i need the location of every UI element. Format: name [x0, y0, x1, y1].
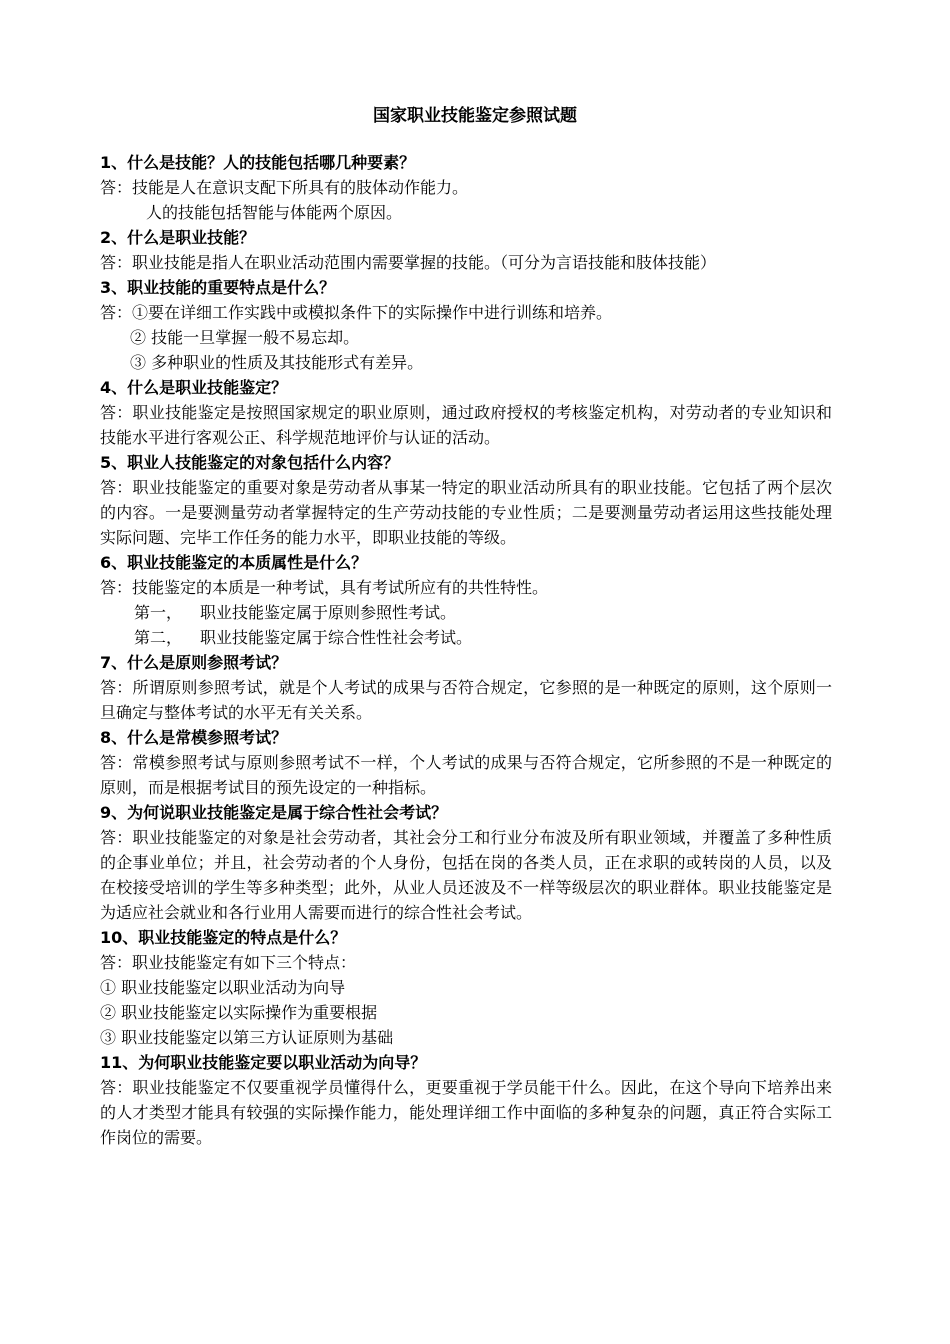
point-1-lead: 第一， — [134, 603, 183, 622]
document-title: 国家职业技能鉴定参照试题 — [373, 106, 577, 126]
answer-8: 答：常模参照考试与原则参照考试不一样，个人考试的成果与否符合规定，它所参照的不是一种既定的原则，而是根据考试目的预先设定的一种指标。 — [100, 753, 832, 797]
answer-1: 答：技能是人在意识支配下所具有的肢体动作能力。 — [100, 178, 469, 197]
answer-11: 答：职业技能鉴定不仅要重视学员懂得什么，更要重视于学员能干什么。因此，在这个导向下培养出来的人才类型才能具有较强的实际操作能力，能处理详细工作中面临的多种复杂的问题，真正符合实际工作岗位的需要。 — [100, 1078, 832, 1147]
answer-6-point-1 — [100, 600, 832, 625]
question-8: 8、什么是常模参照考试？ — [100, 728, 288, 747]
answer-3-line-3: ③ 多种职业的性质及其技能形式有差异。 — [130, 353, 424, 372]
point-1-text: 职业技能鉴定属于原则参照性考试。 — [200, 603, 457, 622]
answer-1-line-2: 人的技能包括智能与体能两个原因。 — [146, 203, 403, 222]
answer-3-line-2: ② 技能一旦掌握一般不易忘却。 — [130, 328, 360, 347]
answer-10-line-2: ① 职业技能鉴定以职业活动为向导 — [100, 978, 346, 997]
question-10: 10、职业技能鉴定的特点是什么？ — [100, 928, 347, 947]
question-6: 6、职业技能鉴定的本质属性是什么？ — [100, 553, 368, 572]
answer-3: 答：①要在详细工作实践中或模拟条件下的实际操作中进行训练和培养。 — [100, 303, 613, 322]
question-9: 9、为何说职业技能鉴定是属于综合性社会考试？ — [100, 803, 448, 822]
question-1: 1、什么是技能？人的技能包括哪几种要素？ — [100, 153, 416, 172]
question-11: 11、为何职业技能鉴定要以职业活动为向导？ — [100, 1053, 427, 1072]
question-2: 2、什么是职业技能？ — [100, 228, 256, 247]
answer-4: 答：职业技能鉴定是按照国家规定的职业原则，通过政府授权的考核鉴定机构，对劳动者的专业知识和技能水平进行客观公正、科学规范地评价与认证的活动。 — [100, 403, 832, 447]
answer-2: 答：职业技能是指人在职业活动范围内需要掌握的技能。（可分为言语技能和肢体技能） — [100, 253, 717, 272]
answer-9: 答：职业技能鉴定的对象是社会劳动者，其社会分工和行业分布波及所有职业领域，并覆盖了多种性质的企事业单位；并且，社会劳动者的个人身份，包括在岗的各类人员，正在求职的或转岗的人员，以及在校接受培训的学生等多种类型；此外，从业人员还波及不一样等级层次的职业群体。职业技能鉴定是为适应社会就业和各行业用人需要而进行的综合性社会考试。 — [100, 828, 832, 922]
point-2-lead: 第二， — [134, 628, 183, 647]
answer-10-line-3: ② 职业技能鉴定以实际操作为重要根据 — [100, 1003, 378, 1022]
question-4: 4、什么是职业技能鉴定？ — [100, 378, 288, 397]
qa-list — [100, 150, 832, 1150]
answer-7: 答：所谓原则参照考试，就是个人考试的成果与否符合规定，它参照的是一种既定的原则，这个原则一旦确定与整体考试的水平无有关关系。 — [100, 678, 832, 722]
question-7: 7、什么是原则参照考试？ — [100, 653, 288, 672]
question-3: 3、职业技能的重要特点是什么？ — [100, 278, 336, 297]
point-2-text: 职业技能鉴定属于综合性性社会考试。 — [200, 628, 473, 647]
answer-10: 答：职业技能鉴定有如下三个特点： — [100, 953, 357, 972]
answer-6: 答：技能鉴定的本质是一种考试，具有考试所应有的共性特性。 — [100, 578, 549, 597]
answer-10-line-4: ③ 职业技能鉴定以第三方认证原则为基础 — [100, 1028, 394, 1047]
answer-5: 答：职业技能鉴定的重要对象是劳动者从事某一特定的职业活动所具有的职业技能。它包括了两个层次的内容。一是要测量劳动者掌握特定的生产劳动技能的专业性质；二是要测量劳动者运用这些技能处理实际问题、完毕工作任务的能力水平，即职业技能的等级。 — [100, 478, 832, 547]
question-5: 5、职业人技能鉴定的对象包括什么内容？ — [100, 453, 400, 472]
answer-6-point-2 — [100, 625, 832, 650]
